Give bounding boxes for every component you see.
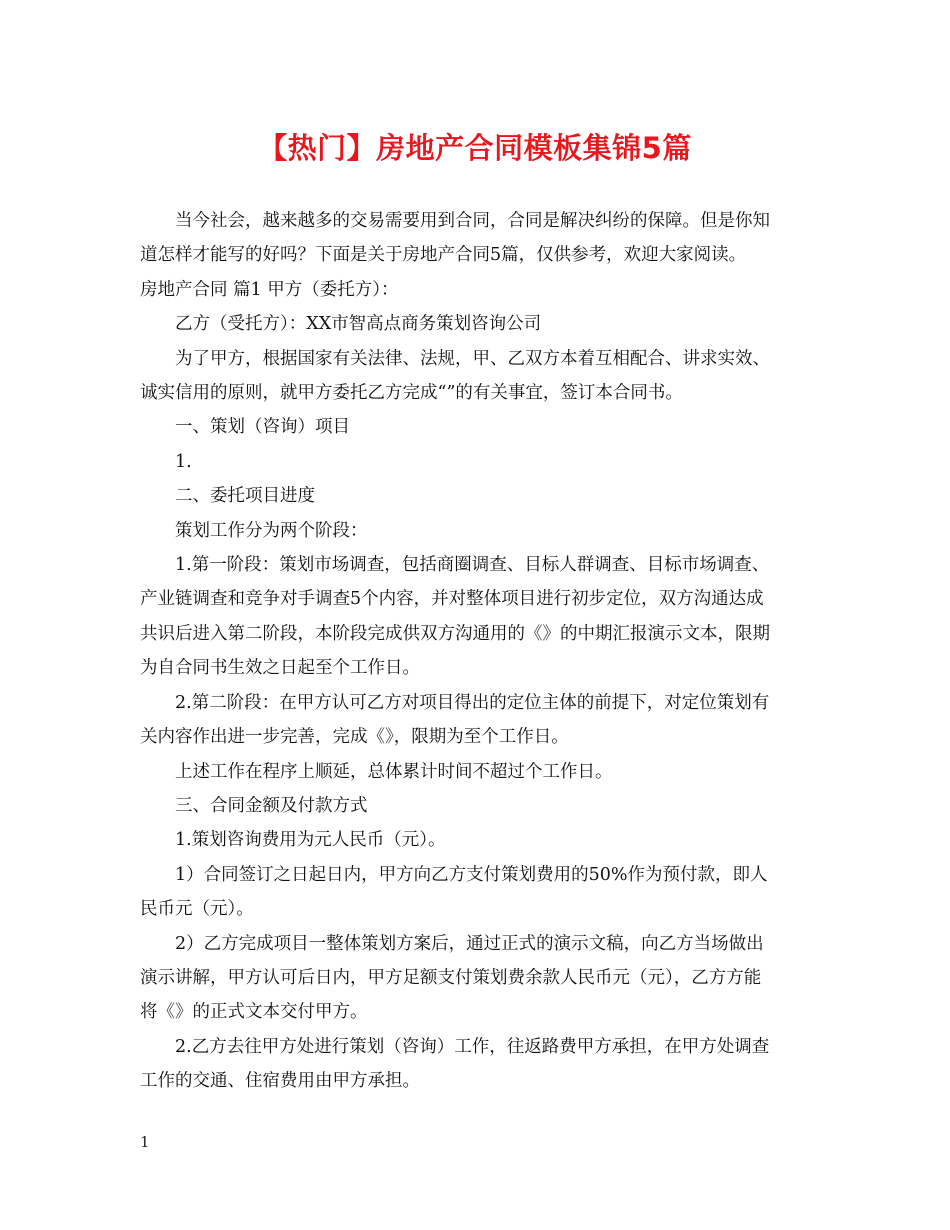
text-line: 1. bbox=[175, 451, 192, 472]
text-line: 一、策划（咨询）项目 bbox=[175, 417, 350, 438]
text-line: 当今社会，越来越多的交易需要用到合同，合同是解决纠纷的保障。但是你知 bbox=[175, 211, 770, 231]
text-line: 2.乙方去往甲方处进行策划（咨询）工作，往返路费甲方承担，在甲方处调查 bbox=[175, 1036, 770, 1057]
text-line: 关内容作出进一步完善，完成《》，限期为至个工作日。 bbox=[140, 727, 569, 748]
text-line: 演示讲解，甲方认可后日内，甲方足额支付策划费余款人民币元（元），乙方方能 bbox=[140, 967, 762, 988]
text-line: 乙方（受托方）：XX市智高点商务策划咨询公司 bbox=[175, 314, 542, 335]
text-line: 1.策划咨询费用为元人民币（元）。 bbox=[175, 830, 446, 851]
text-line: 1.第一阶段：策划市场调查，包括商圈调查、目标人群调查、目标市场调查、 bbox=[175, 555, 770, 576]
text-line: 为了甲方，根据国家有关法律、法规，甲、乙双方本着互相配合、讲求实效、 bbox=[175, 348, 770, 369]
text-line: 三、合同金额及付款方式 bbox=[175, 795, 368, 816]
text-line: 二、委托项目进度 bbox=[175, 486, 315, 507]
text-line: 2.第二阶段：在甲方认可乙方对项目得出的定位主体的前提下，对定位策划有 bbox=[175, 692, 770, 713]
text-line: 上述工作在程序上顺延，总体累计时间不超过个工作日。 bbox=[175, 761, 613, 782]
text-line: 房地产合同 篇1 甲方（委托方）： bbox=[140, 279, 399, 300]
text-line: 将《》的正式文本交付甲方。 bbox=[140, 1002, 368, 1023]
text-line: 2）乙方完成项目一整体策划方案后，通过正式的演示文稿，向乙方当场做出 bbox=[175, 933, 764, 954]
text-line: 策划工作分为两个阶段： bbox=[175, 520, 368, 541]
document-body bbox=[140, 204, 812, 1099]
text-line: 诚实信用的原则，就甲方委托乙方完成“”的有关事宜，签订本合同书。 bbox=[140, 383, 683, 404]
page-number: 1 bbox=[140, 1133, 150, 1151]
text-line: 共识后进入第二阶段，本阶段完成供双方沟通用的《》的中期汇报演示文本，限期 bbox=[140, 623, 770, 644]
text-line: 工作的交通、住宿费用由甲方承担。 bbox=[140, 1071, 420, 1092]
text-line: 道怎样才能写的好吗？下面是关于房地产合同5篇，仅供参考，欢迎大家阅读。 bbox=[140, 245, 747, 266]
text-line: 民币元（元）。 bbox=[140, 899, 254, 920]
text-line: 1）合同签订之日起日内，甲方向乙方支付策划费用的50%作为预付款，即人 bbox=[175, 864, 768, 885]
text-line: 为自合同书生效之日起至个工作日。 bbox=[140, 658, 420, 679]
document-title: 【热门】房地产合同模板集锦5篇 bbox=[258, 131, 692, 165]
text-line: 产业链调查和竞争对手调查5个内容，并对整体项目进行初步定位，双方沟通达成 bbox=[140, 589, 764, 610]
